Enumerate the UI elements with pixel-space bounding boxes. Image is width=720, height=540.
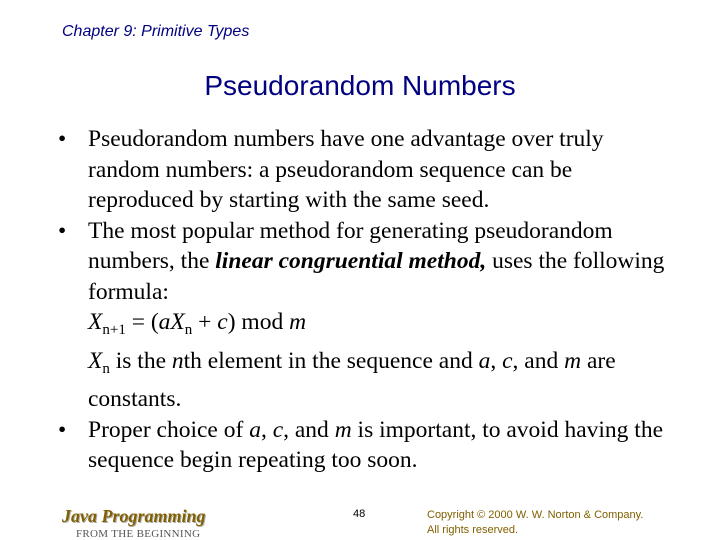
formula-x: X (88, 309, 103, 335)
formula-m: m (289, 309, 307, 335)
formula-c: c (217, 309, 228, 335)
formula-line (58, 307, 678, 346)
explain-n: n (171, 347, 184, 374)
explain-t5: are constants. (88, 347, 616, 412)
slide-body (58, 124, 678, 476)
b3-t4: is important, to avoid having the sequence begin repeating too soon. (88, 416, 664, 473)
b3-c: c (272, 416, 284, 443)
chapter-header: Chapter 9: Primitive Types (62, 23, 250, 40)
formula-mod: ) mod (227, 309, 290, 335)
footer-subtitle: FROM THE BEGINNING (76, 528, 201, 540)
explain-t4: , and (512, 347, 565, 374)
bullet-text-1: Pseudorandom numbers have one advantage over truly random numbers: a pseudorandom sequence can be reproduced by starting with the same seed. (88, 126, 604, 213)
b3-t1: Proper choice of (88, 416, 250, 443)
explain-subscript-n: n (102, 360, 110, 377)
b3-t3: , and (283, 416, 335, 443)
bullet-item-3 (58, 415, 678, 476)
formula-eq: = ( (125, 309, 159, 335)
explain-a: a (478, 347, 491, 374)
copyright (427, 508, 717, 538)
bullet-text-2-post: uses the following formula: (88, 248, 665, 305)
explain-m: m (564, 347, 582, 374)
bullet-text-2-pre: The most popular method for generating pseudorandom numbers, the (88, 217, 613, 274)
formula-x2: X (170, 309, 185, 335)
explain-x: X (88, 347, 103, 374)
b3-a: a (249, 416, 261, 443)
formula-explanation (58, 346, 678, 415)
explain-c: c (502, 347, 513, 374)
copyright-line-1: Copyright © 2000 W. W. Norton & Company. (427, 509, 644, 521)
linear-congruential-term: linear congruential method, (215, 248, 487, 274)
b3-m: m (334, 416, 352, 443)
bullet-dot: • (58, 416, 67, 443)
explain-t2: th element in the sequence and (183, 347, 479, 374)
page-number: 48 (353, 508, 366, 520)
slide-title: Pseudorandom Numbers (204, 70, 516, 101)
formula-a: a (158, 309, 171, 335)
explain-t3: , (490, 347, 503, 374)
bullet-item-1 (58, 124, 678, 216)
formula-plus: + (192, 309, 218, 335)
footer-brand: Java Programming (62, 506, 206, 526)
formula-subscript-n: n (184, 322, 193, 338)
bullet-item-2 (58, 216, 678, 308)
b3-t2: , (260, 416, 273, 443)
explain-t1: is the (109, 347, 172, 374)
bullet-dot: • (58, 126, 67, 152)
copyright-line-2: All rights reserved. (427, 524, 519, 536)
bullet-dot: • (58, 217, 67, 244)
formula-subscript-n1: n+1 (102, 322, 126, 338)
